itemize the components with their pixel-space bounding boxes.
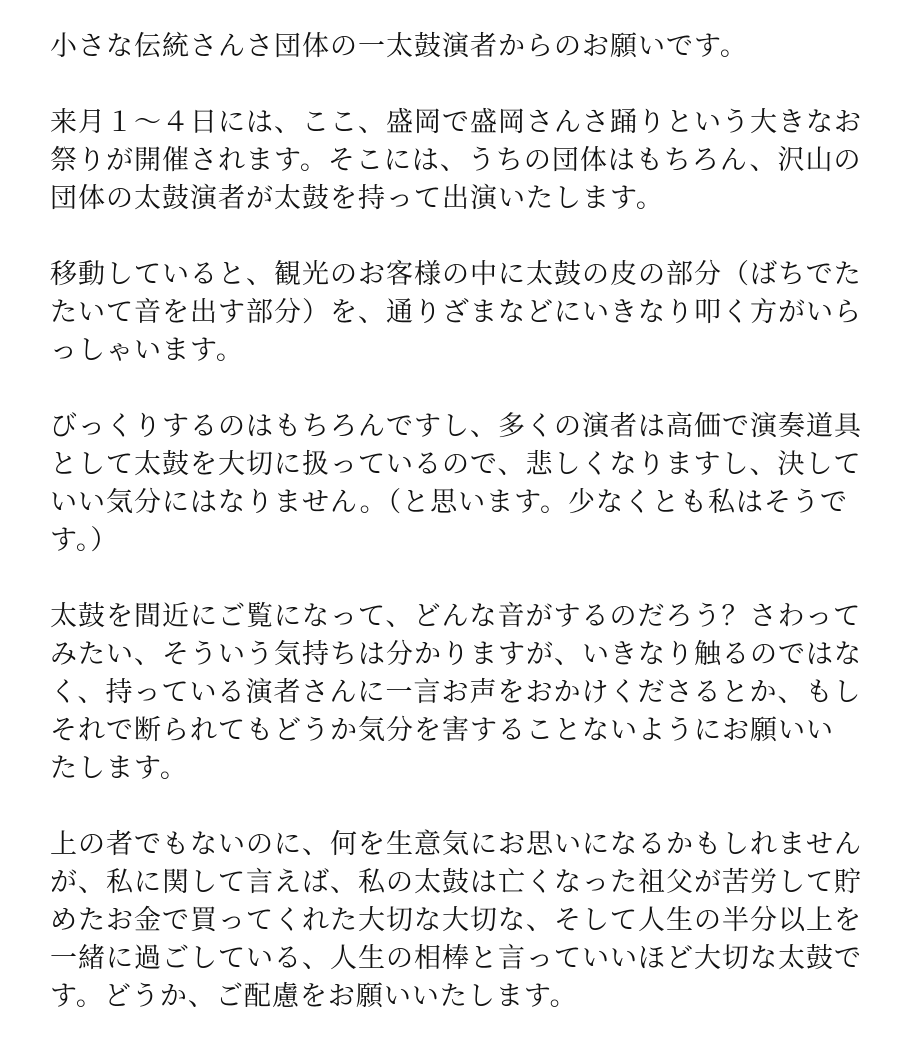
paragraph-intro (50, 28, 890, 66)
text-line: それで断られてもどうか気分を害することないようにお願いい (50, 715, 834, 746)
paragraph-problem (50, 256, 890, 370)
text-line: 上の者でもないのに、何を生意気にお思いになるかもしれません (50, 829, 862, 860)
text-line: す。） (50, 525, 119, 556)
text-line: みたい、そういう気持ちは分かりますが、いきなり触るのではな (50, 639, 862, 670)
text-line: 移動していると、観光のお客様の中に太鼓の皮の部分（ばちでた (50, 259, 862, 290)
text-line: 太鼓を間近にご覧になって、どんな音がするのだろう？さわって (50, 601, 862, 632)
text-line: す。どうか、ご配慮をお願いいたします。 (50, 981, 578, 1012)
text-line: として太鼓を大切に扱っているので、悲しくなりますし、決して (50, 449, 862, 480)
text-line: く、持っている演者さんに一言お声をおかけくださるとか、もし (50, 677, 862, 708)
text-line: 小さな伝統さんさ団体の一太鼓演者からのお願いです。 (50, 31, 748, 62)
paragraph-feelings (50, 408, 890, 560)
paragraph-closing (50, 826, 890, 1016)
text-line: いい気分にはなりません。（と思います。少なくとも私はそうで (50, 487, 848, 518)
text-line: 一緒に過ごしている、人生の相棒と言っていいほど大切な太鼓で (50, 943, 862, 974)
text-line: めたお金で買ってくれた大切な大切な、そして人生の半分以上を (50, 905, 862, 936)
text-line: 祭りが開催されます。そこには、うちの団体はもちろん、沢山の (50, 145, 862, 176)
text-line: たいて音を出す部分）を、通りざまなどにいきなり叩く方がいら (50, 297, 862, 328)
text-line: っしゃいます。 (50, 335, 244, 366)
text-line: たします。 (50, 753, 188, 784)
text-line: が、私に関して言えば、私の太鼓は亡くなった祖父が苦労して貯 (50, 867, 862, 898)
paragraph-request (50, 598, 890, 788)
document-body (50, 28, 890, 1054)
text-line: 来月１～４日には、ここ、盛岡で盛岡さんさ踊りという大きなお (50, 107, 862, 138)
text-line: びっくりするのはもちろんですし、多くの演者は高価で演奏道具 (50, 411, 862, 442)
paragraph-festival (50, 104, 890, 218)
text-line: 団体の太鼓演者が太鼓を持って出演いたします。 (50, 183, 664, 214)
